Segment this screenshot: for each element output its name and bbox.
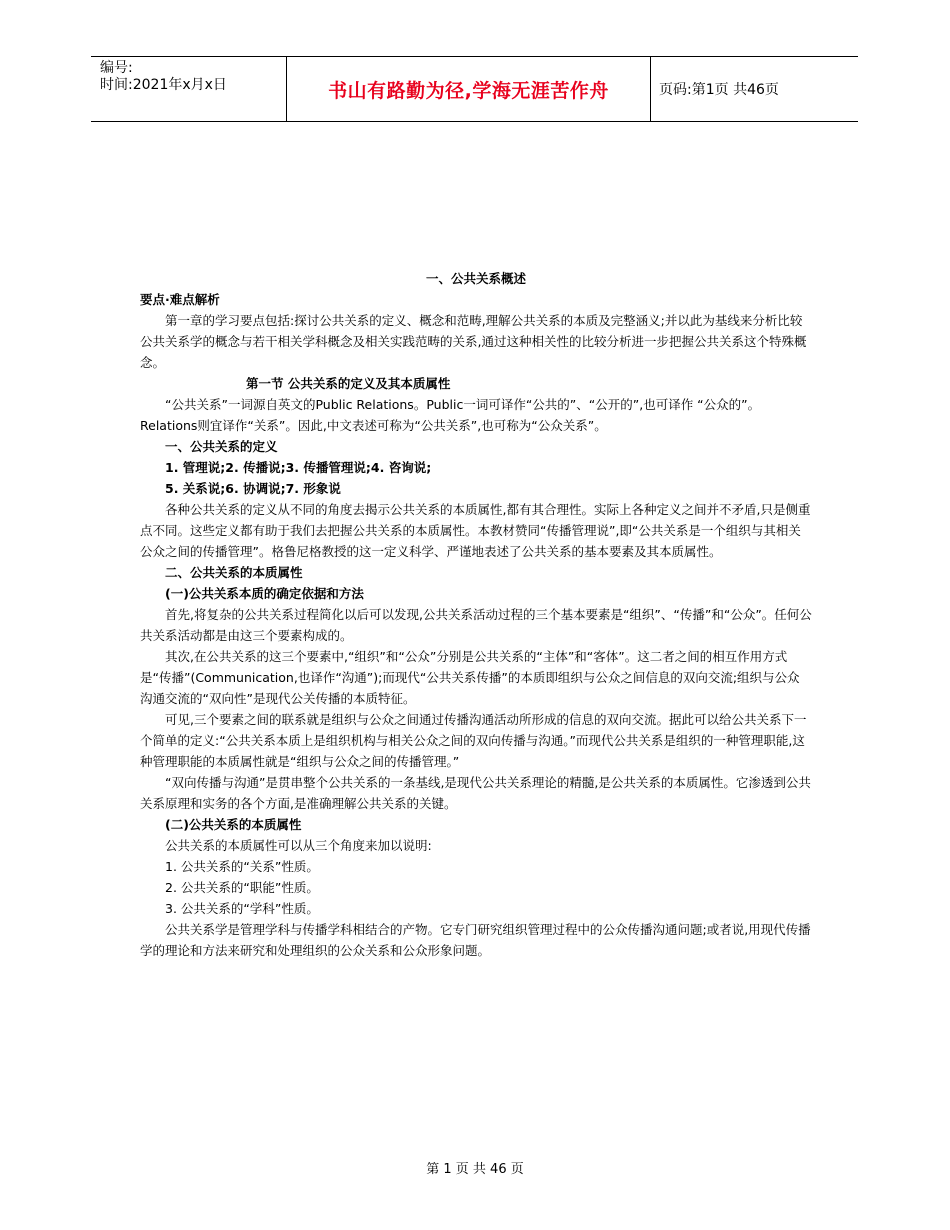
header-meta	[91, 57, 287, 121]
term-origin-paragraph: “公共关系”一词源自英文的Public Relations。Public一词可译作“公共的”、“公开的”,也可译作 “公众的”。Relations则宜译作“关系”。因此,中文表述可称为“公共关系”,也可称为“公众关系”。	[140, 397, 761, 433]
key-points-heading: 要点·难点解析	[140, 292, 220, 307]
paragraph-last: 公共关系学是管理学科与传播学科相结合的产物。它专门研究组织管理过程中的公众传播沟通问题;或者说,用现代传播学的理论和方法来研究和处理组织的公众关系和公众形象问题。	[140, 922, 811, 958]
header-motto: 书山有路勤为径,学海无涯苦作舟	[287, 57, 651, 121]
intro-paragraph: 第一章的学习要点包括:探讨公共关系的定义、概念和范畴,理解公共关系的本质及完整涵义;并以此为基线来分析比较公共关系学的概念与若干相关学科概念及相关实践范畴的关系,通过这种相关性的比较分析进一步把握公共关系这个特殊概念。	[140, 313, 807, 370]
header-number-label: 编号:	[100, 60, 133, 76]
header-table	[91, 56, 858, 122]
header-time-label: 时间:2021年x月x日	[100, 77, 227, 93]
nature-heading: 二、公共关系的本质属性	[165, 565, 303, 580]
paragraph-angles: 公共关系的本质属性可以从三个角度来加以说明:	[165, 838, 432, 853]
definition-list-1: 1. 管理说;2. 传播说;3. 传播管理说;4. 咨询说;	[165, 460, 432, 475]
chapter-title: 一、公共关系概述	[425, 271, 526, 286]
paragraph-fourth: “双向传播与沟通”是贯串整个公共关系的一条基线,是现代公共关系理论的精髓,是公共关系的本质属性。它渗透到公共关系原理和实务的各个方面,是准确理解公共关系的关键。	[140, 775, 811, 811]
attribute-item-2: 2. 公共关系的“职能”性质。	[165, 880, 319, 895]
definition-list-2: 5. 关系说;6. 协调说;7. 形象说	[165, 481, 341, 496]
attribute-item-3: 3. 公共关系的“学科”性质。	[165, 901, 319, 916]
paragraph-first: 首先,将复杂的公共关系过程简化以后可以发现,公共关系活动过程的三个基本要素是“组织”、“传播”和“公众”。任何公共关系活动都是由这三个要素构成的。	[140, 607, 812, 643]
sub2-heading: (二)公共关系的本质属性	[165, 817, 302, 832]
paragraph-second: 其次,在公共关系的这三个要素中,“组织”和“公众”分别是公共关系的“主体”和“客体”。这二者之间的相互作用方式是“传播”(Communication,也译作“沟通”);而现代“公共关系传播”的本质即组织与公众之间信息的双向交流;组织与公众沟通交流的“双向性”是现代公关传播的本质特征。	[140, 649, 800, 706]
sub1-heading: (一)公共关系本质的确定依据和方法	[165, 586, 364, 601]
attribute-item-1: 1. 公共关系的“关系”性质。	[165, 859, 319, 874]
paragraph-third: 可见,三个要素之间的联系就是组织与公众之间通过传播沟通活动所形成的信息的双向交流。据此可以给公共关系下一个简单的定义:“公共关系本质上是组织机构与相关公众之间的双向传播与沟通。”而现代公共关系是组织的一种管理职能,这种管理职能的本质属性就是“组织与公众之间的传播管理。”	[140, 712, 807, 769]
header-page-info: 页码:第1页 共46页	[659, 82, 779, 98]
definition-heading: 一、公共关系的定义	[165, 439, 278, 454]
section1-title: 第一节 公共关系的定义及其本质属性	[246, 376, 451, 391]
document-body	[140, 268, 812, 961]
page-footer: 第 1 页 共 46 页	[426, 1162, 524, 1177]
definition-paragraph: 各种公共关系的定义从不同的角度去揭示公共关系的本质属性,都有其合理性。实际上各种定义之间并不矛盾,只是侧重点不同。这些定义都有助于我们去把握公共关系的本质属性。本教材赞同“传播管理说”,即“公共关系是一个组织与其相关公众之间的传播管理”。格鲁尼格教授的这一定义科学、严谨地表述了公共关系的基本要素及其本质属性。	[140, 502, 811, 559]
